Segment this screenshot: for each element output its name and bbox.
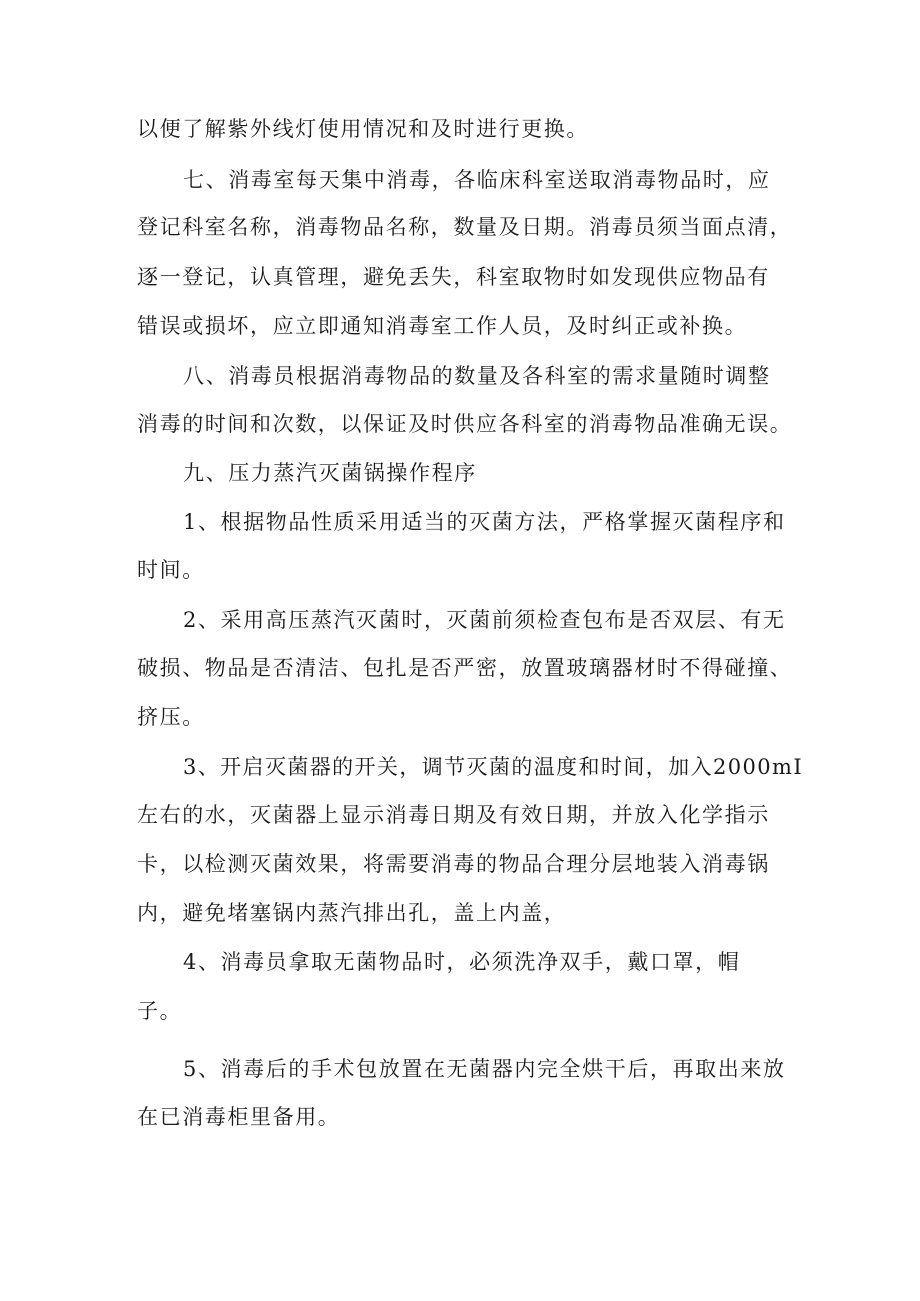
text-line: 逐一登记，认真管理，避免丢失，科室取物时如发现供应物品有 [137,265,770,289]
text-line: 时间。 [137,558,205,582]
text-line: 左右的水，灭菌器上显示消毒日期及有效日期，并放入化学指示 [137,803,770,827]
text-line: 消毒的时间和次数，以保证及时供应各科室的消毒物品准确无误。 [137,412,793,436]
text-line: 内，避免堵塞锅内蒸汽排出孔，盖上内盖， [137,901,567,925]
text-line: 九、压力蒸汽灭菌锅操作程序 [183,461,477,485]
text-line: 破损、物品是否清洁、包扎是否严密，放置玻璃器材时不得碰撞、 [137,656,793,680]
text-line: 3、开启灭菌器的开关，调节灭菌的温度和时间，加入2000mI [183,755,804,779]
text-line: 5、消毒后的手术包放置在无菌器内完全烘干后，再取出来放 [183,1057,786,1081]
text-line: 4、消毒员拿取无菌物品时，必须洗净双手，戴口罩，帽 [183,950,741,974]
text-line: 卡，以检测灭菌效果，将需要消毒的物品合理分层地装入消毒锅 [137,852,770,876]
text-line: 错误或损坏，应立即通知消毒室工作人员，及时纠正或补换。 [137,314,748,338]
text-line: 2、采用高压蒸汽灭菌时，灭菌前须检查包布是否双层、有无 [183,608,786,632]
text-line: 登记科室名称，消毒物品名称，数量及日期。消毒员须当面点清， [137,215,793,239]
text-line: 八、消毒员根据消毒物品的数量及各科室的需求量随时调整 [183,364,771,388]
text-line: 1、根据物品性质采用适当的灭菌方法，严格掌握灭菌程序和 [183,510,786,534]
text-line: 子。 [137,999,183,1023]
text-line: 以便了解紫外线灯使用情况和及时进行更换。 [137,117,589,141]
text-line: 在已消毒柜里备用。 [137,1105,341,1129]
text-line: 挤压。 [137,705,205,729]
text-line: 七、消毒室每天集中消毒，各临床科室送取消毒物品时，应 [183,168,771,192]
